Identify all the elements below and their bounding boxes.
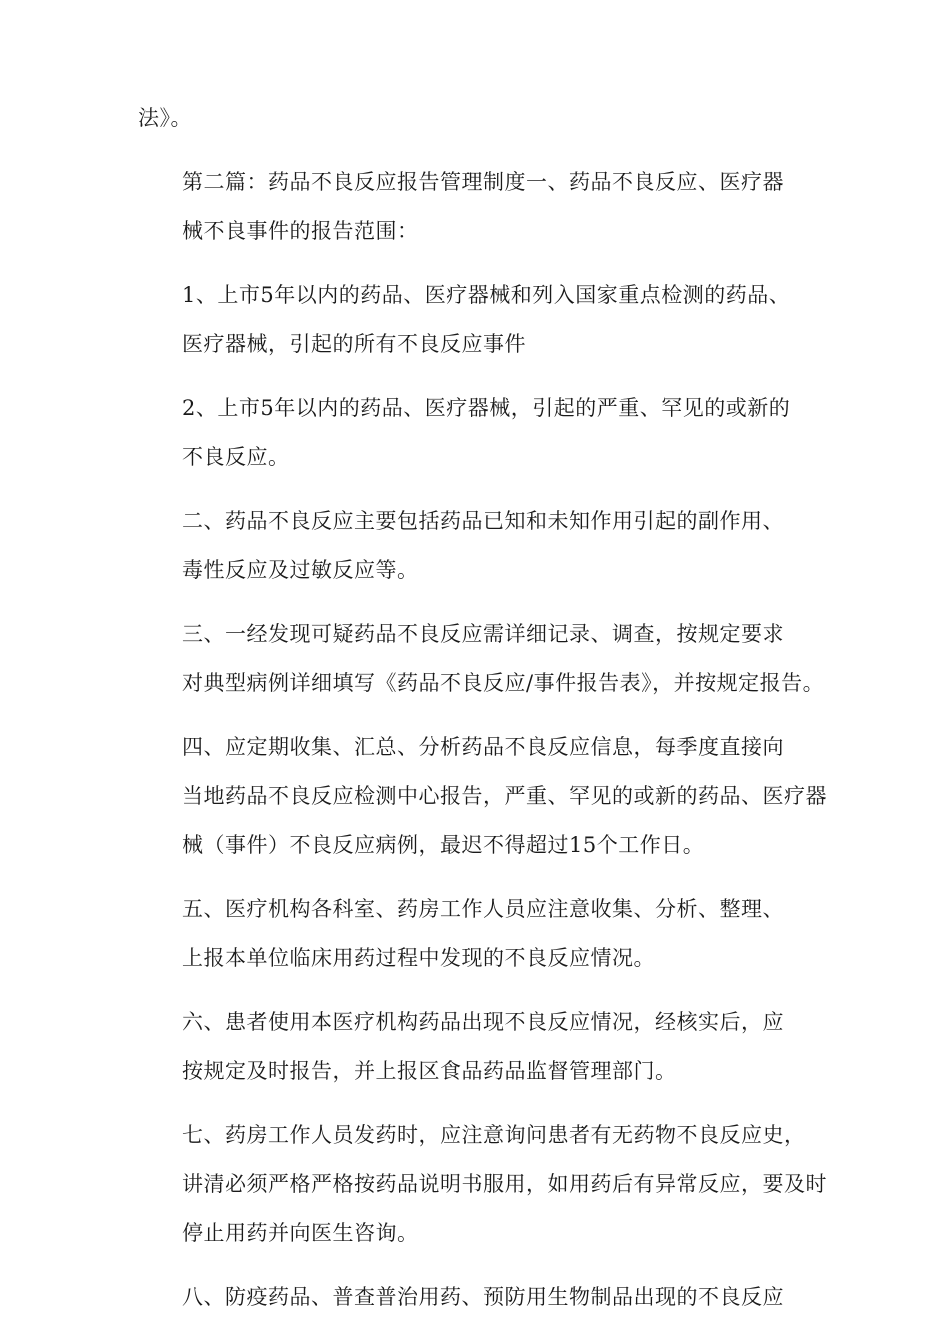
paragraph-heading-part-two <box>138 158 823 256</box>
document-body <box>138 94 827 1337</box>
text-line: 毒性反应及过敏反应等。 <box>182 558 419 582</box>
text-line: 当地药品不良反应检测中心报告，严重、罕见的或新的药品、医疗器 <box>182 784 827 808</box>
paragraph-section-3 <box>138 610 823 708</box>
paragraph-section-2 <box>138 497 823 595</box>
text-line: 四、应定期收集、汇总、分析药品不良反应信息，每季度直接向 <box>182 735 784 759</box>
text-line: 按规定及时报告，并上报区食品药品监督管理部门。 <box>182 1059 677 1083</box>
paragraph-section-6 <box>138 998 823 1096</box>
text-line: 三、一经发现可疑药品不良反应需详细记录、调查，按规定要求 <box>182 622 784 646</box>
text-line: 医疗器械，引起的所有不良反应事件 <box>182 332 526 356</box>
text-line: 不良反应。 <box>182 445 290 469</box>
text-line: 五、医疗机构各科室、药房工作人员应注意收集、分析、整理、 <box>182 897 784 921</box>
text-line: 六、患者使用本医疗机构药品出现不良反应情况，经核实后，应 <box>182 1010 784 1034</box>
text-line: 1、上市5年以内的药品、医疗器械和列入国家重点检测的药品、 <box>182 283 791 307</box>
text-line: 法》。 <box>138 106 192 130</box>
text-line: 讲清必须严格严格按药品说明书服用，如用药后有异常反应，要及时 <box>182 1172 827 1196</box>
text-line: 上报本单位临床用药过程中发现的不良反应情况。 <box>182 946 655 970</box>
text-line: 第二篇：药品不良反应报告管理制度一、药品不良反应、医疗器 <box>182 170 784 194</box>
text-line: 八、防疫药品、普查普治用药、预防用生物制品出现的不良反应 <box>182 1285 784 1309</box>
text-line: 七、药房工作人员发药时，应注意询问患者有无药物不良反应史， <box>182 1123 806 1147</box>
paragraph-section-8 <box>138 1273 823 1322</box>
text-line: 械不良事件的报告范围： <box>182 219 419 243</box>
text-line: 二、药品不良反应主要包括药品已知和未知作用引起的副作用、 <box>182 509 784 533</box>
text-line: 械（事件）不良反应病例，最迟不得超过15个工作日。 <box>182 833 705 857</box>
paragraph-continuation <box>138 94 823 143</box>
paragraph-item-2 <box>138 384 823 482</box>
paragraph-section-7 <box>138 1111 827 1258</box>
paragraph-section-5 <box>138 885 823 983</box>
text-line: 对典型病例详细填写《药品不良反应/事件报告表》，并按规定报告。 <box>182 671 825 695</box>
paragraph-section-4 <box>138 723 827 870</box>
text-line: 2、上市5年以内的药品、医疗器械，引起的严重、罕见的或新的 <box>182 396 791 420</box>
text-line: 停止用药并向医生咨询。 <box>182 1221 419 1245</box>
paragraph-item-1 <box>138 271 823 369</box>
